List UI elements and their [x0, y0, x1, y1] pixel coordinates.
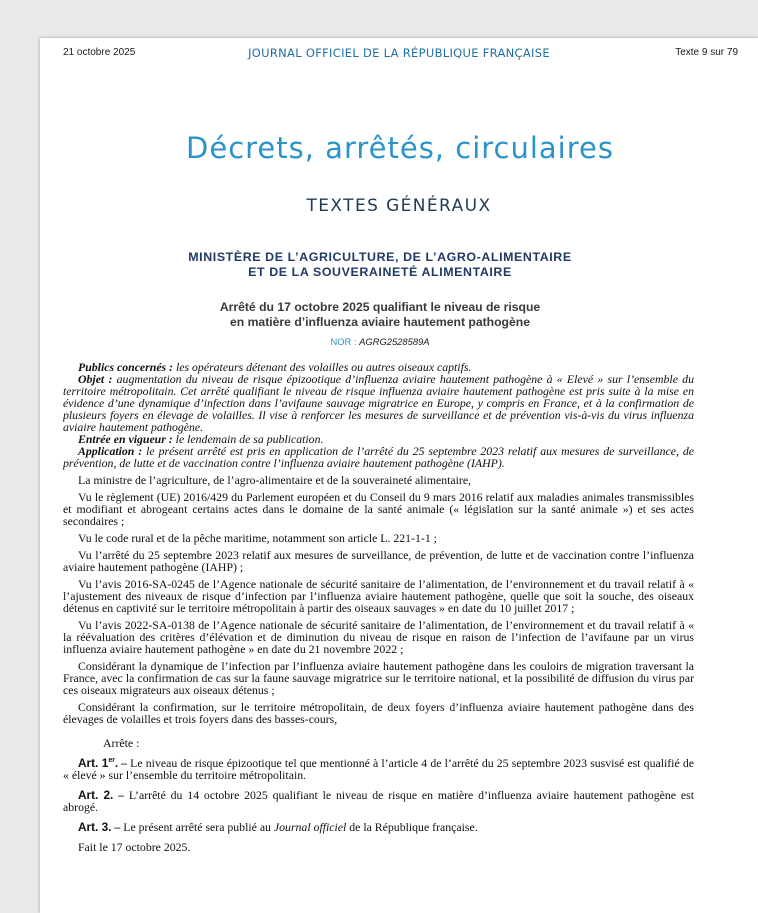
article-1-label: Art. 1er [78, 756, 115, 770]
arrete-label: Arrête : [103, 736, 140, 750]
text-counter: Texte 9 sur 79 [675, 47, 738, 58]
article-2 [63, 789, 694, 813]
ministry-heading [40, 250, 720, 280]
article-3-journal: Journal officiel [273, 820, 347, 834]
nor-code: AGRG2528589A [359, 336, 430, 347]
article-1 [63, 757, 694, 781]
preamble-minister: La ministre de l’agriculture, de l’agro-alimentaire et de la souveraineté alimentaire, [78, 473, 472, 487]
journal-title: JOURNAL OFFICIEL DE LA RÉPUBLIQUE FRANÇAISE [248, 46, 550, 60]
summary-application [63, 445, 694, 469]
document-page [40, 38, 758, 913]
ministry-line-1: MINISTÈRE DE L’AGRICULTURE, DE L’AGRO-ALIMENTAIRE [188, 250, 572, 264]
preamble-visa-avis-2016: Vu l’avis 2016-SA-0245 de l’Agence nationale de sécurité sanitaire de l’alimentation, de l’environnement et du travail relatif à « l’ajustement des niveaux de risque d’infection par l’influenza aviaire hautement pathogène, quelle que soit la souche, des oiseaux détenus en captivité sur le territoire métropolitain à partir des oiseaux sauvages » en date du 10 juillet 2017 ; [63, 577, 694, 615]
preamble-considerant-2: Considérant la confirmation, sur le territoire métropolitain, de deux foyers d’influenza aviaire hautement pathogène dans des élevages de volailles et trois foyers dans des basses-cours, [63, 700, 694, 726]
decree-title [40, 300, 720, 330]
preamble-visa-code-rural: Vu le code rural et de la pêche maritime, notamment son article L. 221-1-1 ; [78, 531, 437, 545]
application-label: Application : [78, 444, 143, 458]
article-3 [63, 821, 694, 833]
preamble-visa-arrete: Vu l’arrêté du 25 septembre 2023 relatif aux mesures de surveillance, de prévention, de lutte et de vaccination contre l’influenza aviaire hautement pathogène (IAHP) ; [63, 548, 694, 574]
summary-objet [63, 373, 694, 433]
article-2-label: Art. 2. [78, 788, 114, 802]
entree-text: le lendemain de sa publication. [172, 432, 324, 446]
preamble-visa-avis-2022: Vu l’avis 2022-SA-0138 de l’Agence nationale de sécurité sanitaire de l’alimentation, de l’environnement et du travail relatif à « la réévaluation des critères d’élévation et de diminution du niveau de risque en raison de l’infection de l’avifaune par un virus influenza aviaire hautement pathogène » en date du 21 novembre 2022 ; [63, 618, 694, 656]
nor-label: NOR : [330, 336, 357, 347]
objet-text: augmentation du niveau de risque épizootique d’influenza aviaire hautement pathogène à « Elevé » sur l’ensemble du territoire métropolitain. Cet arrêté qualifiant le niveau de risque influenza aviaire hautement pathogène est pris suite à la mise en évidence d’une dynamique d’infection dans l’avifaune sauvage migratrice en Europe, y compris en France, et à la confirmation de plusieurs foyers en élevage de volailles. Il vise à renforcer les mesures de surveillance et de prévention vis-à-vis du virus influenza aviaire hautement pathogène. [63, 372, 694, 434]
decree-title-line-2: en matière d’influenza aviaire hautement pathogène [229, 315, 531, 329]
article-1-dash: . – [115, 756, 128, 770]
article-3-label: Art. 3. [78, 820, 112, 834]
article-3-text-before: Le présent arrêté sera publié au [120, 820, 274, 834]
decree-title-line-1: Arrêté du 17 octobre 2025 qualifiant le niveau de risque [219, 300, 541, 314]
decree-body [63, 361, 694, 853]
preamble-considerant-1: Considérant la dynamique de l’infection par l’influenza aviaire hautement pathogène dans les couloirs de migration traversant la France, avec la confirmation de cas sur la faune sauvage migratrice sur le territoire national, et la possibilité de diffusion du virus par ces oiseaux migrateurs aux oiseaux détenus ; [63, 659, 694, 697]
section-title: Décrets, arrêtés, circulaires [186, 131, 614, 165]
entree-label: Entrée en vigueur : [78, 432, 173, 446]
article-3-dash: – [111, 820, 121, 834]
publics-text: les opérateurs détenant des volailles ou autres oiseaux captifs. [173, 360, 472, 374]
nor-reference [40, 336, 720, 347]
subsection-title: TEXTES GÉNÉRAUX [306, 196, 492, 216]
article-3-text-after: de la République française. [346, 820, 478, 834]
application-text: le présent arrêté est pris en application de l’arrêté du 25 septembre 2023 relatif aux mesures de surveillance, de prévention, de lutte et de vaccination contre l’influenza aviaire hautement pathogène (IAHP). [63, 444, 694, 470]
article-2-dash: – [113, 788, 125, 802]
objet-label: Objet : [78, 372, 113, 386]
ministry-line-2: ET DE LA SOUVERAINETÉ ALIMENTAIRE [248, 265, 512, 279]
publication-date: 21 octobre 2025 [63, 47, 136, 58]
signature-date: Fait le 17 octobre 2025. [78, 840, 191, 854]
article-2-text: L’arrêté du 14 octobre 2025 qualifiant le niveau de risque en matière d’influenza aviaire hautement pathogène est abrogé. [63, 788, 694, 814]
publics-label: Publics concernés : [78, 360, 174, 374]
preamble-visa-reglement: Vu le règlement (UE) 2016/429 du Parlement européen et du Conseil du 9 mars 2016 relatif aux maladies animales transmissibles et modifiant et abrogeant certains actes dans le domaine de la santé animale (« législation sur la santé animale ») et ses actes secondaires ; [63, 490, 694, 528]
article-1-text: Le niveau de risque épizootique tel que mentionné à l’article 4 de l’arrêté du 25 septembre 2023 susvisé est qualifié de « élevé » sur l’ensemble du territoire métropolitain. [63, 756, 695, 782]
